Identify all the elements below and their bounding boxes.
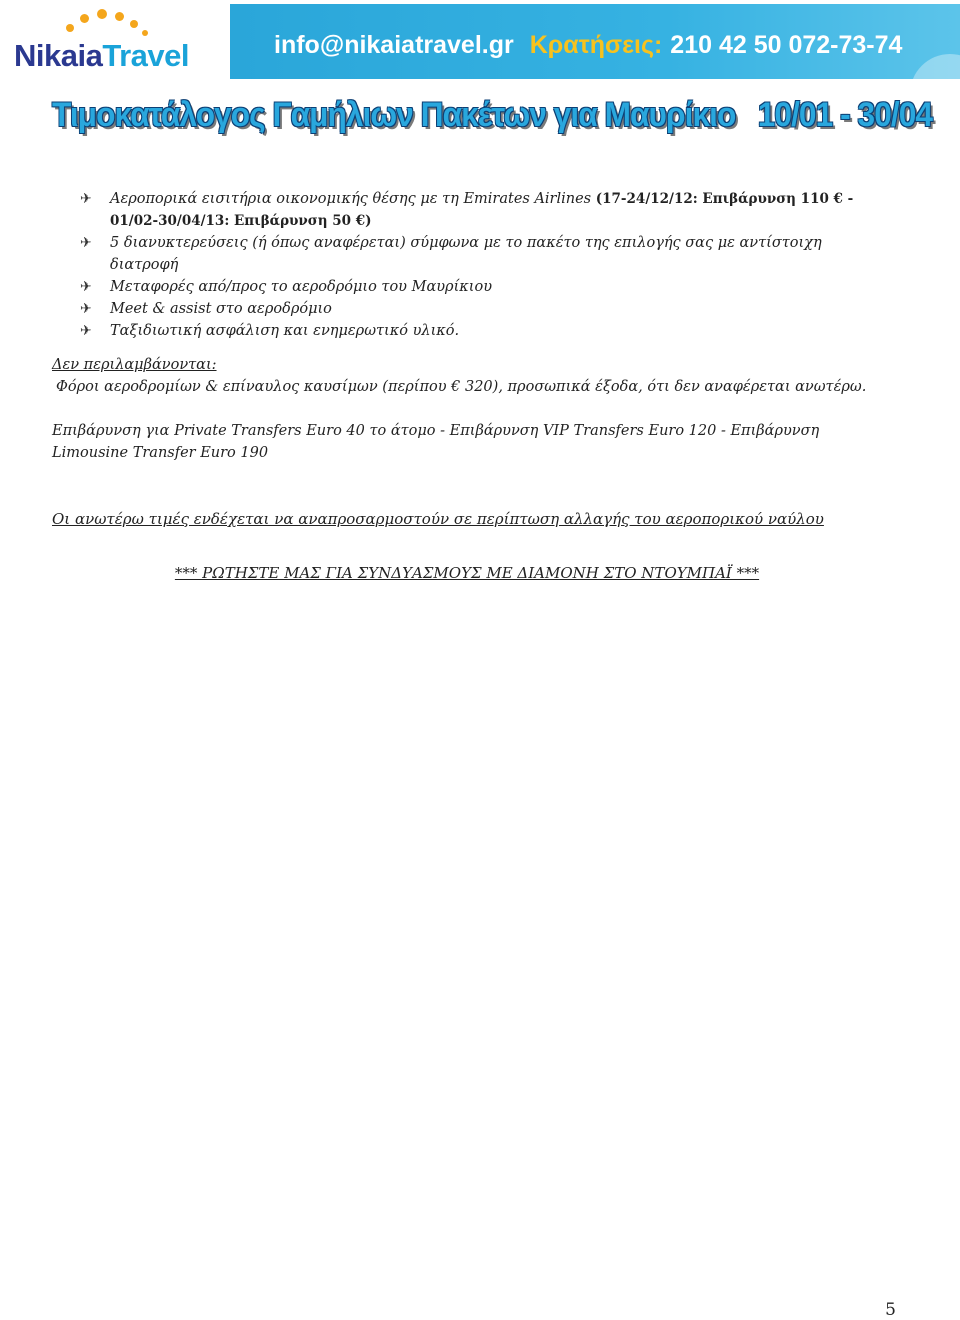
- includes-list: [52, 188, 882, 342]
- list-item: [52, 232, 882, 276]
- banner-phone: 210 42 50 072-73-74: [670, 31, 903, 59]
- logo-text: [14, 38, 189, 74]
- logo-part2: Travel: [102, 38, 189, 73]
- banner-booking-label: Κρατήσεις:: [529, 31, 663, 59]
- surcharge-text: Επιβάρυνση για Private Transfers Euro 40 το άτομο - Επιβάρυνση VIP Transfers Euro 120 - Επιβάρυνση Limousine Transfer Euro 190: [52, 423, 820, 461]
- sun-dots-icon: [62, 8, 162, 38]
- dubai-combo-note: *** ΡΩΤΗΣΤΕ ΜΑΣ ΓΙΑ ΣΥΝΔΥΑΣΜΟΥΣ ΜΕ ΔΙΑΜΟΝΗ ΣΤΟ ΝΤΟΥΜΠΑΪ ***: [174, 564, 760, 582]
- list-item: [52, 276, 882, 298]
- list-item: [52, 320, 882, 342]
- excludes-heading: Δεν περιλαμβάνονται:: [52, 357, 217, 373]
- page-title: [52, 96, 933, 135]
- include-text: 5 διανυκτερεύσεις (ή όπως αναφέρεται) σύμφωνα με το πακέτο της επιλογής σας με αντίστοιχη διατροφή: [110, 235, 822, 273]
- banner-email[interactable]: info@nikaiatravel.gr: [274, 31, 514, 59]
- airplane-icon: ✈: [80, 301, 92, 317]
- page-number: 5: [885, 1300, 896, 1320]
- list-item: [52, 298, 882, 320]
- document-body: [52, 188, 882, 582]
- title-text: Τιμοκατάλογος Γαμήλιων Πακέτων για Μαυρίκιο: [52, 96, 736, 134]
- include-text: Ταξιδιωτική ασφάλιση και ενημερωτικό υλικό.: [110, 323, 460, 339]
- include-text: Μεταφορές από/προς το αεροδρόμιο του Μαυρίκιου: [110, 279, 493, 295]
- list-item: [52, 188, 882, 232]
- include-extra: (17-24/12/12: Επιβάρυνση 110 € - 01/02-30/04/13: Επιβάρυνση 50 €): [110, 191, 854, 229]
- title-dates: 10/01 - 30/04: [757, 96, 933, 134]
- airplane-icon: ✈: [80, 235, 92, 251]
- logo-part1: Nikaia: [14, 38, 103, 73]
- logo: [14, 8, 194, 78]
- include-text: Αεροπορικά εισιτήρια οικονομικής θέσης με τη Emirates Airlines: [110, 191, 596, 207]
- price-note: Οι ανωτέρω τιμές ενδέχεται να αναπροσαρμοστούν σε περίπτωση αλλαγής του αεροπορικού ναύλου: [52, 510, 824, 528]
- airplane-icon: ✈: [80, 323, 92, 339]
- airplane-icon: ✈: [80, 279, 92, 295]
- excludes-text: Φόροι αεροδρομίων & επίναυλος καυσίμων (περίπου € 320), προσωπικά έξοδα, ότι δεν αναφέρεται ανωτέρω.: [56, 379, 867, 395]
- contact-banner: [230, 4, 960, 79]
- airplane-icon: ✈: [80, 191, 92, 207]
- include-text: Meet & assist στο αεροδρόμιο: [110, 301, 332, 317]
